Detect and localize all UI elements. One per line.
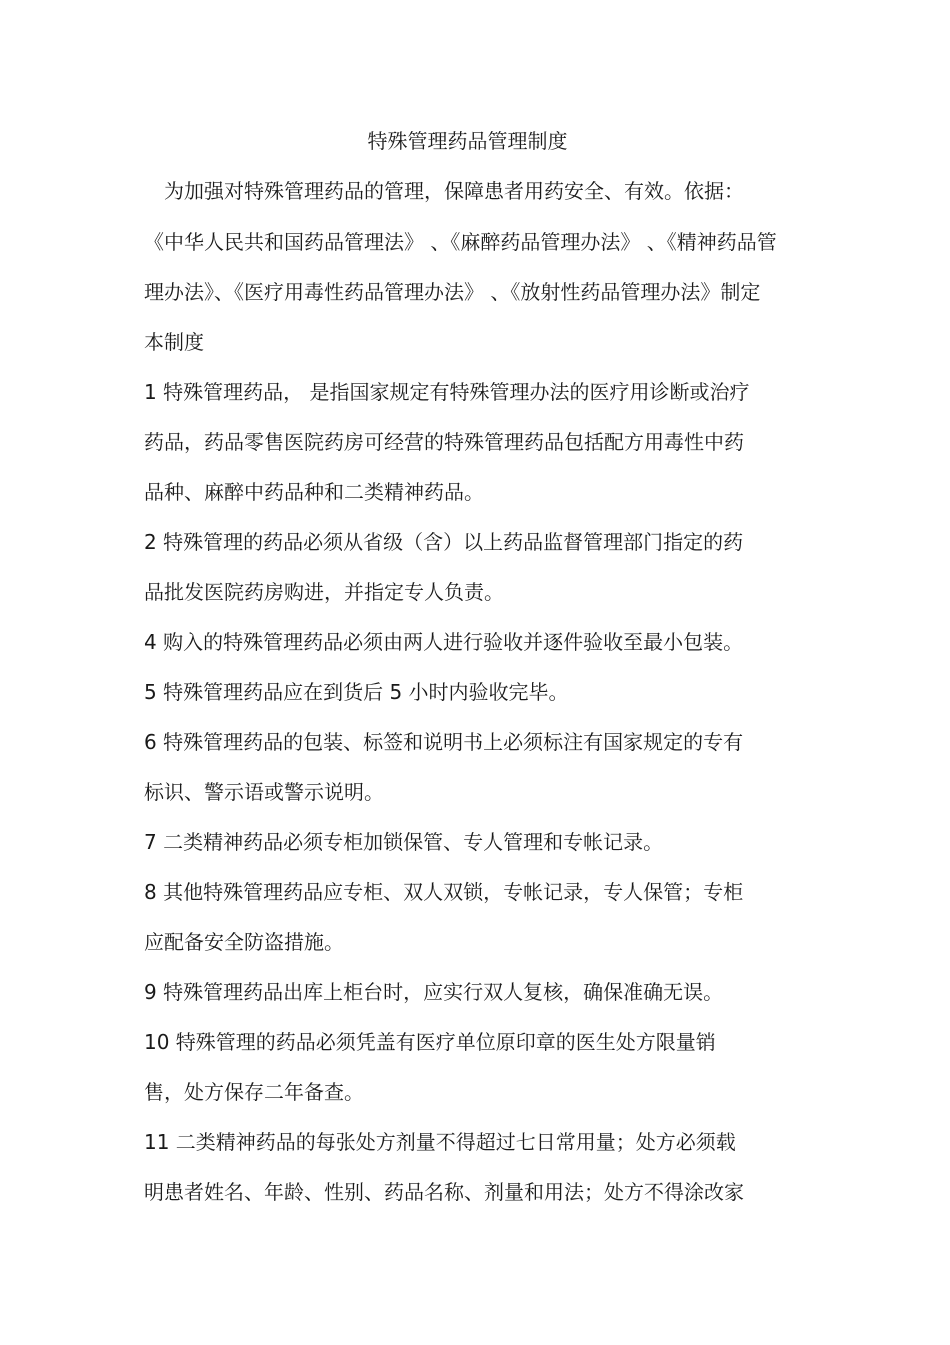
- paragraph-line: 10 特殊管理的药品必须凭盖有医疗单位原印章的医生处方限量销: [144, 1030, 716, 1054]
- paragraph-line: 药品，药品零售医院药房可经营的特殊管理药品包括配方用毒性中药: [144, 430, 744, 454]
- paragraph-line: 售，处方保存二年备查。: [144, 1080, 364, 1104]
- paragraph-line: 2 特殊管理的药品必须从省级（含）以上药品监督管理部门指定的药: [144, 530, 744, 554]
- paragraph-line: 1 特殊管理药品， 是指国家规定有特殊管理办法的医疗用诊断或治疗: [144, 380, 750, 404]
- paragraph-line: 9 特殊管理药品出库上柜台时，应实行双人复核，确保准确无误。: [144, 980, 724, 1004]
- paragraph-line: 8 其他特殊管理药品应专柜、双人双锁，专帐记录，专人保管；专柜: [144, 880, 744, 904]
- paragraph-line: 理办法》、《医疗用毒性药品管理办法》 、《放射性药品管理办法》制定: [144, 280, 761, 304]
- document-title: 特殊管理药品管理制度: [367, 129, 568, 153]
- paragraph-line: 4 购入的特殊管理药品必须由两人进行验收并逐件验收至最小包装。: [144, 630, 744, 654]
- paragraph-line: 6 特殊管理药品的包装、标签和说明书上必须标注有国家规定的专有: [144, 730, 744, 754]
- paragraph-line: 《中华人民共和国药品管理法》 、《麻醉药品管理办法》 、《精神药品管: [144, 230, 777, 254]
- paragraph-line: 应配备安全防盗措施。: [144, 930, 344, 954]
- paragraph-line: 标识、警示语或警示说明。: [144, 780, 384, 804]
- paragraph-line: 本制度: [144, 330, 204, 354]
- paragraph-line: 品批发医院药房购进，并指定专人负责。: [144, 580, 504, 604]
- paragraph-line: 品种、麻醉中药品种和二类精神药品。: [144, 480, 484, 504]
- paragraph-line: 为加强对特殊管理药品的管理，保障患者用药安全、有效。依据：: [144, 179, 744, 203]
- paragraph-line: 11 二类精神药品的每张处方剂量不得超过七日常用量；处方必须载: [144, 1130, 736, 1154]
- paragraph-line: 7 二类精神药品必须专柜加锁保管、专人管理和专帐记录。: [144, 830, 664, 854]
- paragraph-line: 明患者姓名、年龄、性别、药品名称、剂量和用法；处方不得涂改家: [144, 1180, 744, 1204]
- paragraph-line: 5 特殊管理药品应在到货后 5 小时内验收完毕。: [144, 680, 569, 704]
